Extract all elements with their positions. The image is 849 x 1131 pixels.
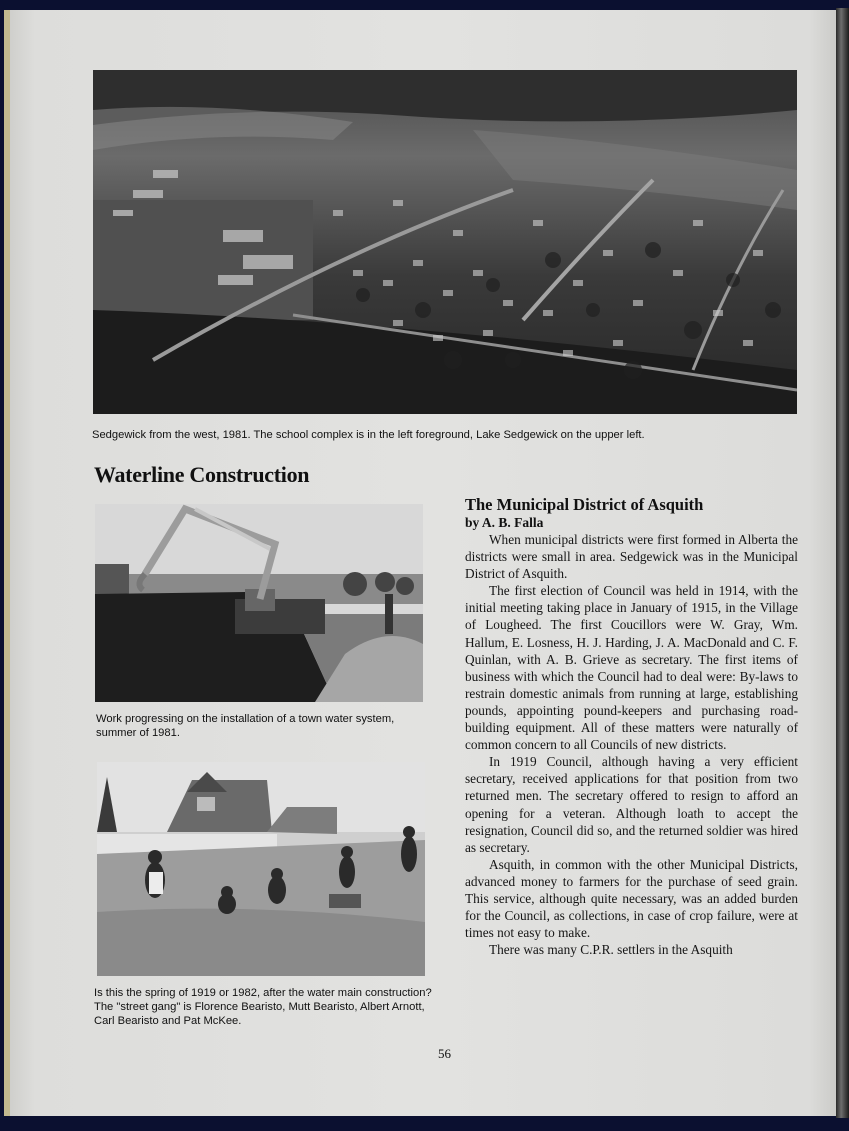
article-byline: by A. B. Falla bbox=[465, 515, 544, 530]
section-heading: Waterline Construction bbox=[94, 462, 310, 487]
article-paragraph: In 1919 Council, although having a very efficient secretary, received applications for that position from two returned men. The secretary offered to resign to afford an opening for a veteran. Although loath to accept the resignation, Council did so, and the returned soldier was hired as secretary. bbox=[465, 754, 798, 855]
article-paragraph: The first election of Council was held in 1914, with the initial meeting taking place in January of 1915, in the Village of Lougheed. The first Coucillors were W. Gray, Wm. Hallum, E. Losness, H. J. Harding, J. A. MacDonald and C. F. Quinlan, with A. B. Grieve as secretary. The first items of business with which the Council had to deal were: By-laws to restrain domestic animals from running at large, establishing pounds, appointing pound-keepers and purchasing road-building equipment. All of these matters were naturally of common concern to all Councils of new districts. bbox=[465, 583, 798, 753]
article-paragraph: There was many C.P.R. settlers in the Asquith bbox=[489, 942, 733, 958]
article-body bbox=[465, 531, 798, 958]
article-paragraph: When municipal districts were first formed in Alberta the districts were small in area. Sedgewick was in the Municipal District of Asquith. bbox=[465, 532, 798, 582]
construction-photo-caption: Work progressing on the installation of a town water system, summer of 1981. bbox=[96, 713, 395, 739]
street-gang-photo bbox=[97, 762, 425, 976]
waterline-construction-photo bbox=[95, 504, 423, 702]
street-gang-caption: Is this the spring of 1919 or 1982, after the water main construction? The "street gang" is Florence Bearisto, Mutt Bearisto, Albert Arnott, Carl Bearisto and Pat McKee. bbox=[94, 987, 432, 1027]
book-binding-edge bbox=[836, 8, 849, 1118]
page-number: 56 bbox=[438, 1046, 451, 1061]
article-paragraph: Asquith, in common with the other Municipal Districts, advanced money to farmers for the purchase of seed grain. This service, although quite necessary, was an added burden for the Council, as collections, in case of crop failure, were at times not easy to make. bbox=[465, 856, 798, 941]
aerial-town-photo bbox=[93, 70, 797, 414]
article-title: The Municipal District of Asquith bbox=[465, 495, 704, 514]
aerial-photo-caption: Sedgewick from the west, 1981. The school complex is in the left foreground, Lake Sedgewick on the upper left. bbox=[92, 429, 645, 441]
